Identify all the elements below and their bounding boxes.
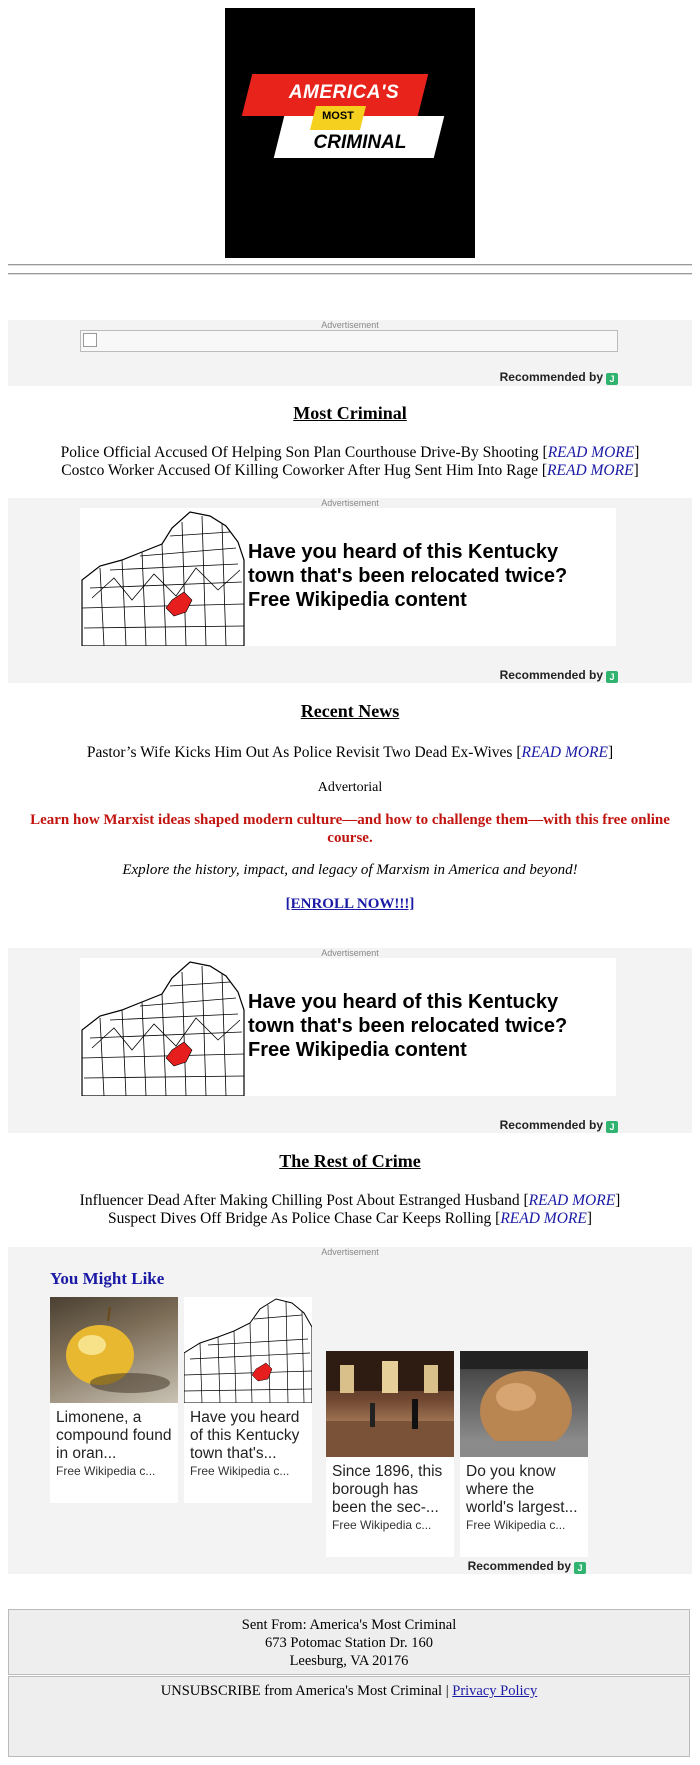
news-item: Police Official Accused Of Helping Son Plan Courthouse Drive-By Shooting [READ MORE]: [60, 444, 640, 461]
jeeng-badge-icon: J: [606, 1121, 618, 1133]
brand-logo[interactable]: [225, 8, 475, 258]
unsubscribe-link[interactable]: UNSUBSCRIBE from America's Most Criminal |: [160, 1683, 449, 1699]
news-title: Costco Worker Accused Of Killing Coworker After Hug Sent Him Into Rage: [61, 462, 538, 479]
card-source: Free Wikipedia c...: [466, 1518, 566, 1532]
you-might-like-heading: You Might Like: [50, 1269, 165, 1288]
footer-line-3: Leesburg, VA 20176: [289, 1653, 409, 1669]
card-title: Limonene, a compound found in oran...: [56, 1409, 172, 1462]
section-heading-recent-news: Recent News: [300, 701, 400, 721]
divider-bottom: [8, 273, 692, 275]
recommendation-card[interactable]: [460, 1351, 588, 1557]
footer-sender: [8, 1609, 690, 1675]
advertorial-subtext: Explore the history, impact, and legacy of Marxism in America and beyond!: [122, 862, 578, 878]
news-title: Pastor’s Wife Kicks Him Out As Police Revisit Two Dead Ex-Wives: [86, 744, 513, 761]
ad-slot-1: [8, 320, 692, 386]
jeeng-badge-icon: J: [606, 373, 618, 385]
recommended-by[interactable]: [500, 370, 618, 385]
promo-headline: Have you heard of this Kentucky town that's been relocated twice? Free Wikipedia content: [248, 541, 568, 611]
logo-line-3: CRIMINAL: [313, 132, 407, 153]
section-heading-most-criminal: Most Criminal: [293, 403, 407, 423]
card-image-largest: [460, 1351, 588, 1457]
promo-headline: Have you heard of this Kentucky town that's been relocated twice? Free Wikipedia content: [248, 991, 568, 1061]
promo-ad-kentucky[interactable]: [80, 508, 616, 646]
footer-line-1: Sent From: America's Most Criminal: [241, 1617, 457, 1633]
news-item: Suspect Dives Off Bridge As Police Chase Car Keeps Rolling [READ MORE]: [107, 1210, 593, 1227]
news-item: Pastor’s Wife Kicks Him Out As Police Revisit Two Dead Ex-Wives [READ MORE]: [86, 744, 614, 761]
advertorial-headline[interactable]: Learn how Marxist ideas shaped modern culture—and how to challenge them—with this free online course.: [30, 812, 670, 846]
ad-slot-4-you-might-like: [8, 1247, 692, 1574]
read-more-link[interactable]: READ MORE: [547, 444, 635, 461]
broken-image-icon: [83, 333, 97, 347]
ad-label: Advertisement: [321, 1247, 379, 1257]
recommended-by[interactable]: [500, 1118, 618, 1133]
card-title: Do you know where the world's largest...: [466, 1463, 578, 1516]
divider-top: [8, 264, 692, 266]
kentucky-map-icon: [80, 508, 246, 646]
news-title: Police Official Accused Of Helping Son Plan Courthouse Drive-By Shooting: [60, 444, 539, 461]
news-item: Costco Worker Accused Of Killing Coworker After Hug Sent Him Into Rage [READ MORE]: [61, 462, 639, 479]
news-item: Influencer Dead After Making Chilling Post About Estranged Husband [READ MORE]: [79, 1192, 621, 1209]
logo-line-2: MOST: [322, 110, 354, 122]
card-source: Free Wikipedia c...: [190, 1464, 290, 1478]
read-more-link[interactable]: READ MORE: [547, 462, 634, 479]
card-title: Have you heard of this Kentucky town that's...: [190, 1409, 300, 1462]
card-source: Free Wikipedia c...: [56, 1464, 156, 1478]
read-more-link[interactable]: READ MORE: [521, 744, 608, 761]
card-image-limonene: [50, 1297, 178, 1403]
footer-line-2: 673 Potomac Station Dr. 160: [265, 1635, 433, 1651]
section-heading-rest-of-crime: The Rest of Crime: [279, 1151, 421, 1171]
jeeng-badge-icon: J: [574, 1562, 586, 1574]
footer-unsubscribe: [8, 1676, 690, 1757]
recommendation-card[interactable]: [326, 1351, 454, 1557]
recommended-by[interactable]: [468, 1559, 586, 1574]
recommended-by-label: Recommended by: [499, 1118, 603, 1132]
card-source: Free Wikipedia c...: [332, 1518, 432, 1532]
ad-slot-3: [8, 948, 692, 1133]
ad-label: Advertisement: [321, 948, 379, 958]
news-title: Influencer Dead After Making Chilling Post About Estranged Husband: [79, 1192, 520, 1209]
recommendation-card[interactable]: [184, 1297, 312, 1503]
most-criminal-list: [8, 444, 692, 480]
recommendation-card[interactable]: [50, 1297, 178, 1503]
rest-of-crime-list: [8, 1192, 692, 1228]
jeeng-badge-icon: J: [606, 671, 618, 683]
promo-ad-kentucky[interactable]: [80, 958, 616, 1096]
ad-slot-2: [8, 498, 692, 683]
broken-ad-image[interactable]: [80, 330, 618, 352]
recommended-by-label: Recommended by: [499, 668, 603, 682]
privacy-policy-link[interactable]: Privacy Policy: [452, 1683, 538, 1699]
card-image-borough: [326, 1351, 454, 1457]
enroll-now-link[interactable]: [ENROLL NOW!!!]: [285, 896, 415, 912]
card-image-kentucky: [184, 1297, 312, 1403]
news-title: Suspect Dives Off Bridge As Police Chase Car Keeps Rolling: [107, 1210, 492, 1227]
advertorial-label: Advertorial: [317, 780, 383, 795]
recent-news-list: [8, 744, 692, 762]
lemon-photo-icon: [50, 1297, 178, 1403]
ad-label: Advertisement: [321, 498, 379, 508]
read-more-link[interactable]: READ MORE: [500, 1210, 587, 1227]
ad-label: Advertisement: [321, 320, 379, 330]
kentucky-map-icon: [184, 1297, 312, 1403]
kentucky-map-icon: [80, 958, 246, 1096]
street-scene-photo-icon: [326, 1351, 454, 1457]
logo-line-1: AMERICA'S: [288, 82, 400, 103]
card-title: Since 1896, this borough has been the sec-...: [332, 1463, 443, 1516]
recommended-by[interactable]: [500, 668, 618, 683]
recommended-by-label: Recommended by: [499, 370, 603, 384]
recommended-by-label: Recommended by: [467, 1559, 571, 1573]
giant-ball-photo-icon: [460, 1351, 588, 1457]
read-more-link[interactable]: READ MORE: [528, 1192, 616, 1209]
